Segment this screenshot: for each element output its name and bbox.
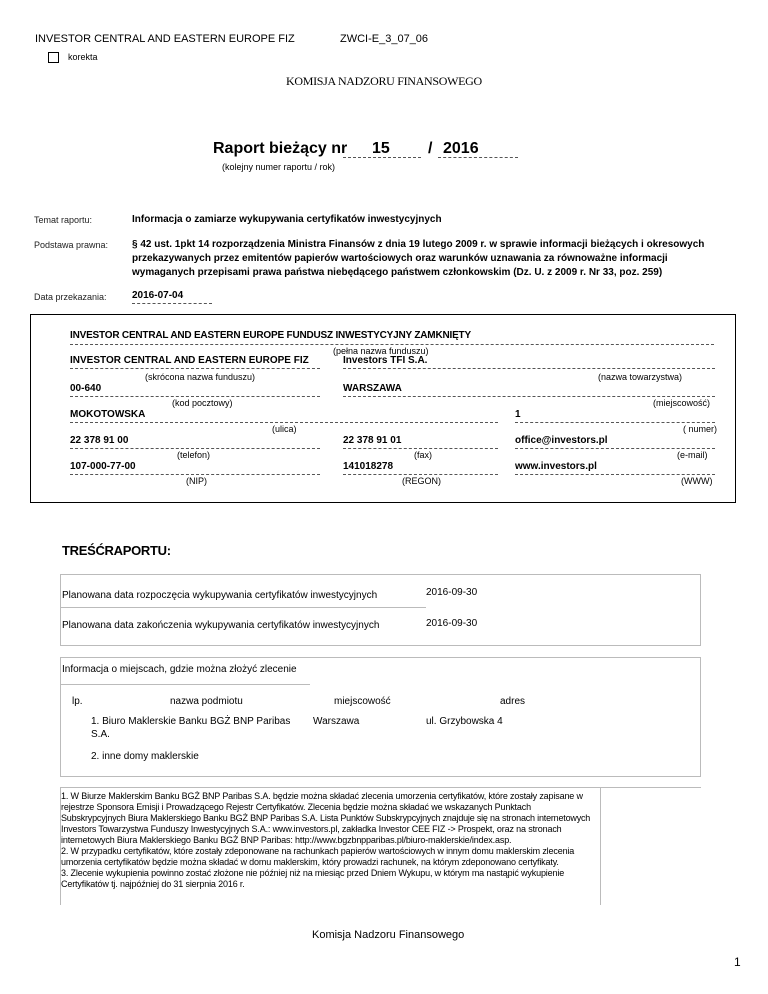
col-lp: lp. xyxy=(72,696,83,707)
note-line-2: rejestrze Sponsora Emisji i Prowadzącego Rejestr Certyfikatów. Zlecenia będzie można składać we wskazanych Punktach xyxy=(61,802,531,812)
notes-right-extension xyxy=(600,875,601,905)
note-line-9: Certyfikatów tj. najpóźniej do 31 sierpnia 2016 r. xyxy=(61,879,245,889)
report-title-prefix: Raport bieżący nr xyxy=(213,140,348,157)
street: MOKOTOWSKA xyxy=(70,409,498,423)
dates-table-top xyxy=(60,574,701,575)
www-caption: (WWW) xyxy=(681,476,713,486)
start-date-value: 2016-09-30 xyxy=(426,587,478,598)
note-line-1: 1. W Biurze Maklerskim Banku BGŻ BNP Paribas S.A. będzie można składać zlecenia umorzenia certyfikatów, które zostały zapisane w xyxy=(61,791,583,801)
legal-basis-line-2: przekazywanych przez emitentów papierów wartościowych oraz warunków uznawania za równoważne informacji xyxy=(132,253,668,264)
note-line-7: umorzenia certyfikatów będzie można składać w domu maklerskim, który prowadzi rachunek, na którym zdeponowano certyfikaty. xyxy=(61,857,559,867)
notes-right xyxy=(600,787,601,875)
korekta-label: korekta xyxy=(68,52,98,62)
row2-entity: 2. inne domy maklerskie xyxy=(91,751,199,762)
fund-full-name-caption: (pełna nazwa funduszu) xyxy=(333,346,429,356)
row1-entity-line1: 1. Biuro Maklerskie Banku BGŻ BNP Paribas xyxy=(91,716,291,727)
company-caption: (nazwa towarzystwa) xyxy=(598,372,683,382)
authority-header: KOMISJA NADZORU FINANSOWEGO xyxy=(286,74,482,88)
fax-caption: (fax) xyxy=(414,450,432,460)
start-date-label: Planowana data rozpoczęcia wykupywania certyfikatów inwestycyjnych xyxy=(62,590,378,601)
transfer-date-value: 2016-07-04 xyxy=(132,290,212,304)
report-number-caption: (kolejny numer raportu / rok) xyxy=(222,162,336,172)
end-date-value: 2016-09-30 xyxy=(426,618,478,629)
row1-city: Warszawa xyxy=(313,716,360,727)
nip-caption: (NIP) xyxy=(186,476,207,486)
fund-short-name-caption: (skrócona nazwa funduszu) xyxy=(145,372,256,382)
legal-basis-line-3: wymaganych przepisami prawa państwa niebędącego państwem członkowskim (Dz. U. z 2009 r. Nr 33, poz. 259) xyxy=(132,267,663,278)
fund-short-name: INVESTOR CENTRAL AND EASTERN EUROPE FIZ xyxy=(70,355,320,369)
postal-code: 00-640 xyxy=(70,383,320,397)
note-line-8: 3. Zlecenie wykupienia powinno zostać złożone nie później niż na miesiąc przed Dniem Wykupu, w którym ma nastąpić wykupienie xyxy=(61,868,565,878)
house-number: 1 xyxy=(515,409,715,423)
korekta-checkbox[interactable] xyxy=(48,52,59,63)
dates-table-left xyxy=(60,574,61,646)
report-separator: / xyxy=(428,140,433,157)
content-heading: TREŚĆRAPORTU: xyxy=(62,543,171,558)
fund-box-left-border xyxy=(30,314,31,503)
fund-short-header: INVESTOR CENTRAL AND EASTERN EUROPE FIZ xyxy=(35,33,295,45)
row1-address: ul. Grzybowska 4 xyxy=(426,716,503,727)
street-caption: (ulica) xyxy=(272,424,297,434)
places-table-bottom xyxy=(60,776,701,777)
note-line-3: Subskrypcyjnych Biura Maklerskiego Banku BGŻ BNP Paribas S.A. Lista Punktów Subskrypcyjnych znajduje się na stronach internetowych xyxy=(61,813,591,823)
col-entity-name: nazwa podmiotu xyxy=(170,696,243,707)
places-heading: Informacja o miejscach, gdzie można złożyć zlecenie xyxy=(62,664,297,675)
legal-basis-label: Podstawa prawna: xyxy=(34,240,109,250)
report-number: 15 xyxy=(372,140,390,157)
dates-table-divider xyxy=(60,607,426,608)
form-code: ZWCI-E_3_07_06 xyxy=(340,33,429,45)
www: www.investors.pl xyxy=(515,461,715,475)
page-number: 1 xyxy=(734,955,741,969)
fund-box-bottom-border xyxy=(30,502,736,503)
fax: 22 378 91 01 xyxy=(343,435,498,449)
house-number-caption: ( numer) xyxy=(683,424,718,434)
dates-table-bottom xyxy=(60,645,701,646)
note-line-6: 2. W przypadku certyfikatów, które zostały zdeponowane na rachunkach papierów wartościowych w innym domu maklerskim zlecenia xyxy=(61,846,575,856)
company-name: Investors TFI S.A. xyxy=(343,355,715,369)
city-caption: (miejscowość) xyxy=(653,398,711,408)
notes-top xyxy=(60,787,701,788)
places-table-right xyxy=(700,657,701,777)
phone-caption: (telefon) xyxy=(177,450,211,460)
places-heading-underline xyxy=(60,684,310,685)
fund-box-right-border xyxy=(735,314,736,503)
regon: 141018278 xyxy=(343,461,498,475)
places-table-left xyxy=(60,657,61,777)
footer-authority: Komisja Nadzoru Finansowego xyxy=(312,929,465,941)
places-table-top xyxy=(60,657,701,658)
col-city: miejscowość xyxy=(334,696,391,707)
report-year-line xyxy=(438,157,518,158)
fund-full-name: INVESTOR CENTRAL AND EASTERN EUROPE FUNDUSZ INWESTYCYJNY ZAMKNIĘTY xyxy=(70,330,714,345)
notes-left-extension xyxy=(60,875,61,905)
fund-box-top-border xyxy=(30,314,736,315)
subject-label: Temat raportu: xyxy=(34,215,93,225)
row1-entity-line2: S.A. xyxy=(91,729,110,740)
col-address: adres xyxy=(500,696,526,707)
dates-table-right xyxy=(700,574,701,646)
report-year: 2016 xyxy=(443,140,479,157)
note-line-5: internetowych Biura Maklerskiego Banku BGŻ BNP Paribas: http://www.bgzbnpparibas.pl/biuro-maklerskie/index.asp. xyxy=(61,835,512,845)
transfer-date-label: Data przekazania: xyxy=(34,292,107,302)
regon-caption: (REGON) xyxy=(402,476,441,486)
city: WARSZAWA xyxy=(343,383,715,397)
email: office@investors.pl xyxy=(515,435,715,449)
phone: 22 378 91 00 xyxy=(70,435,320,449)
email-caption: (e-mail) xyxy=(677,450,708,460)
postal-code-caption: (kod pocztowy) xyxy=(172,398,233,408)
end-date-label: Planowana data zakończenia wykupywania certyfikatów inwestycyjnych xyxy=(62,620,380,631)
nip: 107-000-77-00 xyxy=(70,461,320,475)
subject-value: Informacja o zamiarze wykupywania certyfikatów inwestycyjnych xyxy=(132,214,442,225)
legal-basis-line-1: § 42 ust. 1pkt 14 rozporządzenia Ministra Finansów z dnia 19 lutego 2009 r. w sprawie informacji bieżących i okresowych xyxy=(132,239,705,250)
note-line-4: Investors Towarzystwa Funduszy Inwestycyjnych S.A.: www.investors.pl, zakładka Investor CEE FIZ -> Prospekt, oraz na stronach xyxy=(61,824,562,834)
